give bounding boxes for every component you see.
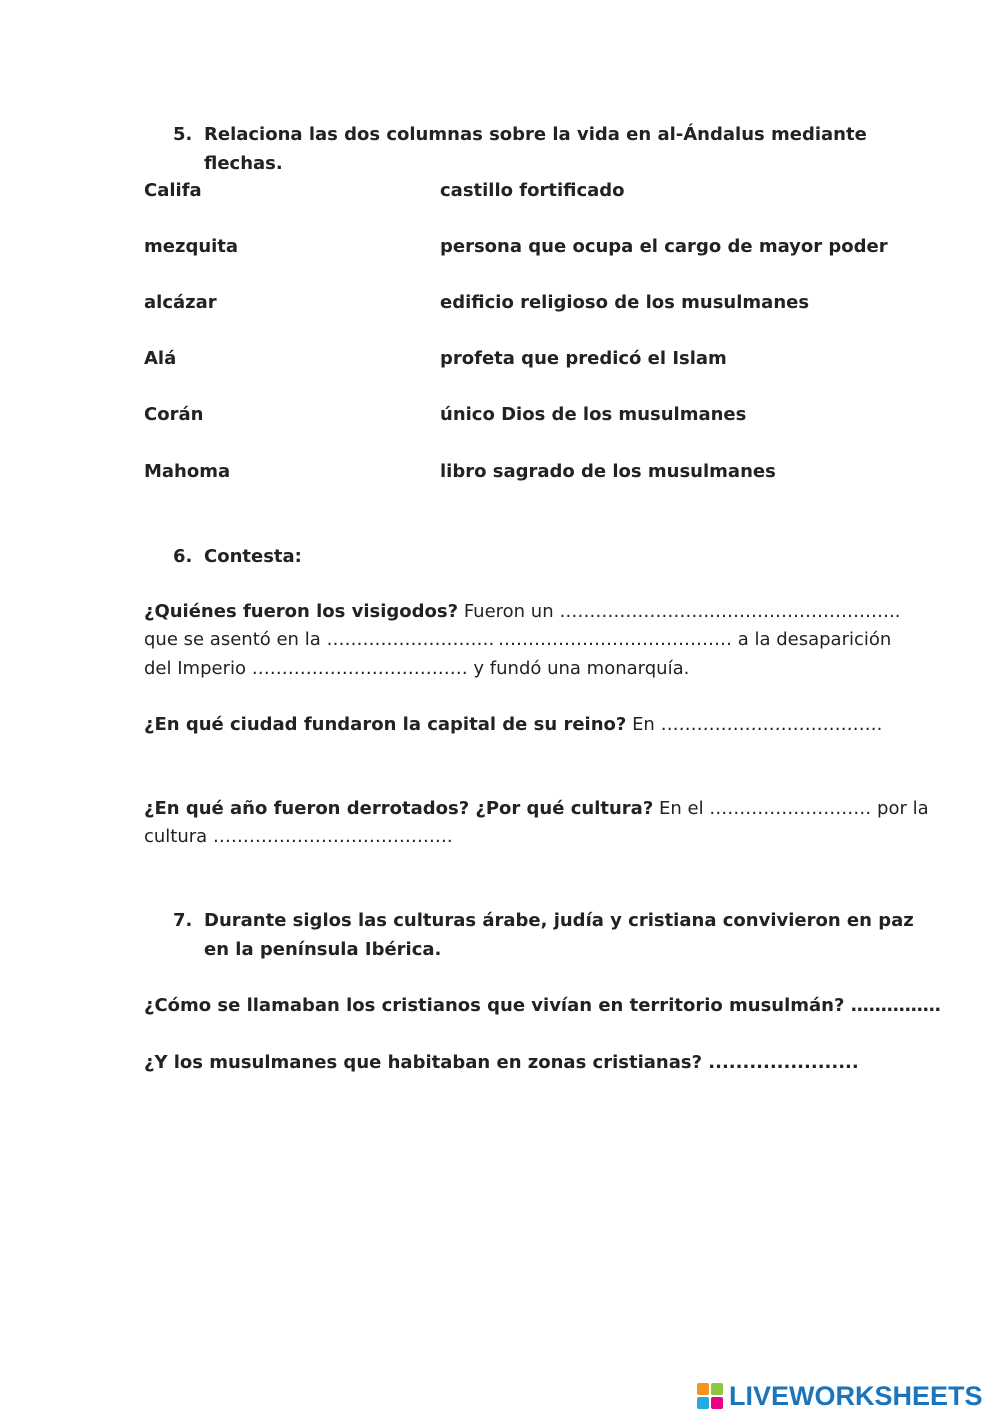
match-left-item[interactable]: Mahoma [144, 461, 231, 482]
match-left-item[interactable]: Alá [144, 348, 177, 369]
q7-question-1[interactable]: ¿Cómo se llamaban los cristianos que vivían en territorio musulmán? …………… [144, 995, 941, 1016]
q7-title-line2: en la península Ibérica. [204, 939, 442, 960]
q6-p1-blank-5[interactable]: del Imperio ……………………………… y fundó una monarquía. [144, 658, 690, 679]
q6-p1-blank-4[interactable]: ………………………………… a la desaparición [498, 629, 892, 650]
liveworksheets-logo [697, 1379, 983, 1413]
match-right-item[interactable]: profeta que predicó el Islam [440, 348, 727, 369]
q6-title: Contesta: [204, 546, 302, 567]
q6-number: 6. [173, 546, 193, 567]
match-right-item[interactable]: libro sagrado de los musulmanes [440, 461, 776, 482]
q6-p2-blank[interactable]: En ………………………………. [632, 714, 883, 735]
q6-p1-blank-3[interactable]: que se asentó en la ………………………. [144, 629, 495, 650]
q7-question-2[interactable]: ¿Y los musulmanes que habitaban en zonas cristianas? ...................... [144, 1052, 859, 1073]
match-left-item[interactable]: Califa [144, 180, 202, 201]
match-left-item[interactable]: alcázar [144, 292, 217, 313]
match-left-item[interactable]: mezquita [144, 236, 239, 257]
liveworksheets-logo-icon [697, 1383, 723, 1409]
q6-p3-blank-2[interactable]: cultura …………………………………. [144, 826, 453, 847]
q6-p1-blank-1[interactable]: Fueron un ……………………. [463, 601, 710, 622]
match-right-item[interactable]: único Dios de los musulmanes [440, 404, 747, 425]
q5-number: 5. [173, 124, 193, 145]
q6-p1-line1 [144, 598, 709, 626]
liveworksheets-logo-text: LIVEWORKSHEETS [729, 1380, 983, 1411]
match-right-item[interactable]: castillo fortificado [440, 180, 625, 201]
match-right-item[interactable]: persona que ocupa el cargo de mayor poder [440, 236, 888, 257]
q7-title-line1: Durante siglos las culturas árabe, judía y cristiana convivieron en paz [204, 910, 914, 931]
q6-p1-question: ¿Quiénes fueron los visigodos? [144, 601, 459, 622]
q6-p2-question: ¿En qué ciudad fundaron la capital de su reino? [144, 714, 627, 735]
q6-p3-blank-1[interactable]: En el ……………………… por la [659, 798, 929, 819]
q6-p3-line1 [144, 795, 929, 823]
match-right-item[interactable]: edificio religioso de los musulmanes [440, 292, 810, 313]
q6-p2 [144, 711, 882, 739]
q6-p3-question: ¿En qué año fueron derrotados? ¿Por qué cultura? [144, 798, 654, 819]
q5-title-line2: flechas. [204, 153, 283, 174]
q7-number: 7. [173, 910, 193, 931]
match-left-item[interactable]: Corán [144, 404, 204, 425]
q5-title-line1: Relaciona las dos columnas sobre la vida en al-Ándalus mediante [204, 124, 867, 145]
q6-p1-blank-2[interactable]: ………………………….. [709, 601, 901, 622]
